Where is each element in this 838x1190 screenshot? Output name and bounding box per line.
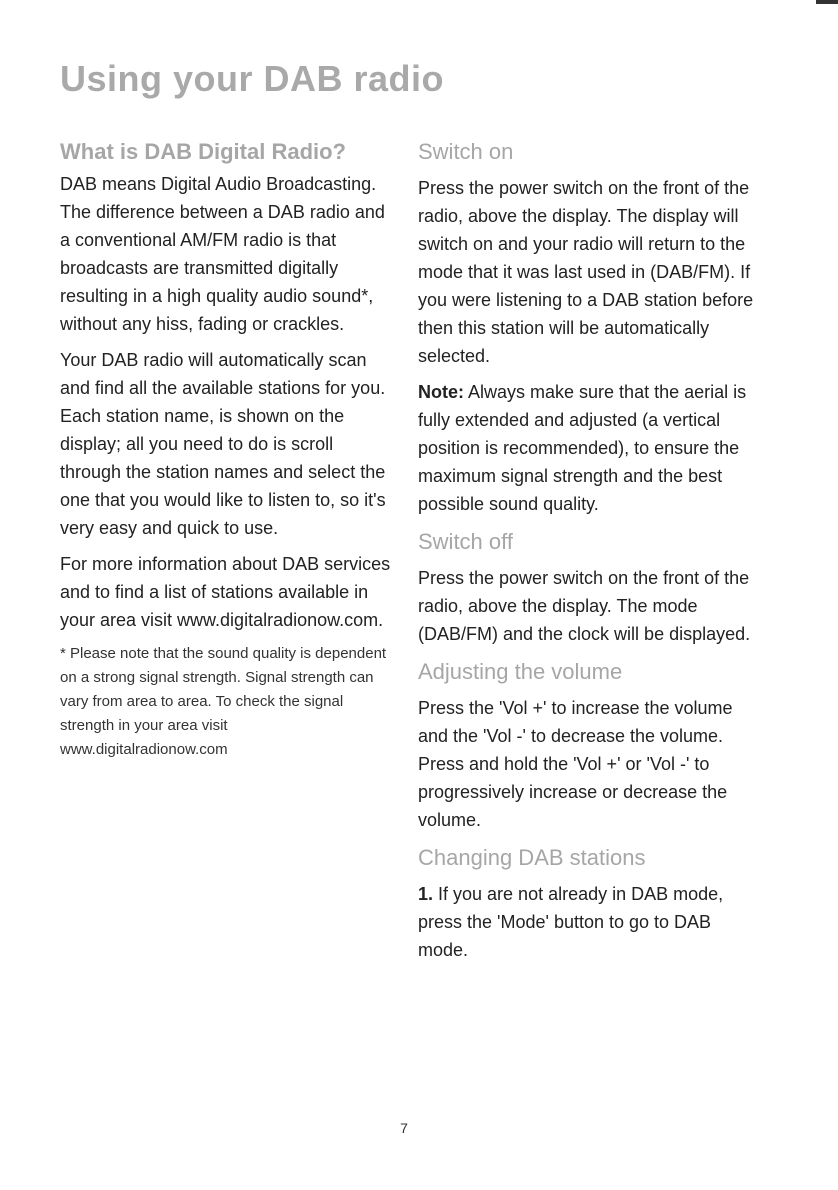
page-title: Using your DAB radio	[60, 58, 445, 99]
aerial-note	[418, 378, 758, 518]
section-heading-adjusting-volume: Adjusting the volume	[418, 659, 623, 684]
left-column	[60, 138, 395, 762]
section-heading-changing-stations: Changing DAB stations	[418, 845, 646, 870]
section-heading-switch-on: Switch on	[418, 139, 514, 164]
switch-off-paragraph: Press the power switch on the front of the radio, above the display. The mode (DAB/FM) and the clock will be displayed.	[418, 568, 751, 644]
what-is-dab-paragraph-2: Your DAB radio will automatically scan and find all the available stations for you. Each station name, is shown on the display; all you need to do is scroll through the station names and select the one that you would like to listen to, so it's very easy and quick to use.	[60, 350, 386, 538]
sound-quality-footnote: * Please note that the sound quality is dependent on a strong signal strength. Signal strength can vary from area to area. To check the signal strength in your area visit www.digitalradionow.com	[60, 645, 387, 758]
step-number: 1.	[418, 884, 434, 904]
page-number: 7	[400, 1120, 408, 1136]
note-label: Note:	[418, 382, 464, 402]
step-text: If you are not already in DAB mode, press the 'Mode' button to go to DAB mode.	[418, 884, 724, 960]
switch-on-paragraph: Press the power switch on the front of the radio, above the display. The display will switch on and your radio will return to the mode that it was last used in (DAB/FM). If you were listening to a DAB station before then this station will be automatically selected.	[418, 178, 754, 366]
section-heading-what-is-dab: What is DAB Digital Radio?	[60, 139, 346, 164]
changing-stations-step-1	[418, 880, 758, 964]
right-column	[418, 138, 758, 972]
section-heading-switch-off: Switch off	[418, 529, 513, 554]
note-text: Always make sure that the aerial is fully extended and adjusted (a vertical position is recommended), to ensure the maximum signal strength and the best possible sound quality.	[418, 382, 747, 514]
what-is-dab-paragraph-1: DAB means Digital Audio Broadcasting. The difference between a DAB radio and a conventional AM/FM radio is that broadcasts are transmitted digitally resulting in a high quality audio sound*, without any hiss, fading or crackles.	[60, 174, 385, 334]
adjusting-volume-paragraph: Press the 'Vol +' to increase the volume and the 'Vol -' to decrease the volume. Press and hold the 'Vol +' or 'Vol -' to progressively increase or decrease the volume.	[418, 698, 733, 830]
what-is-dab-paragraph-3: For more information about DAB services and to find a list of stations available in your area visit www.digitalradionow.com.	[60, 554, 391, 630]
scan-corner-mark	[816, 0, 838, 4]
